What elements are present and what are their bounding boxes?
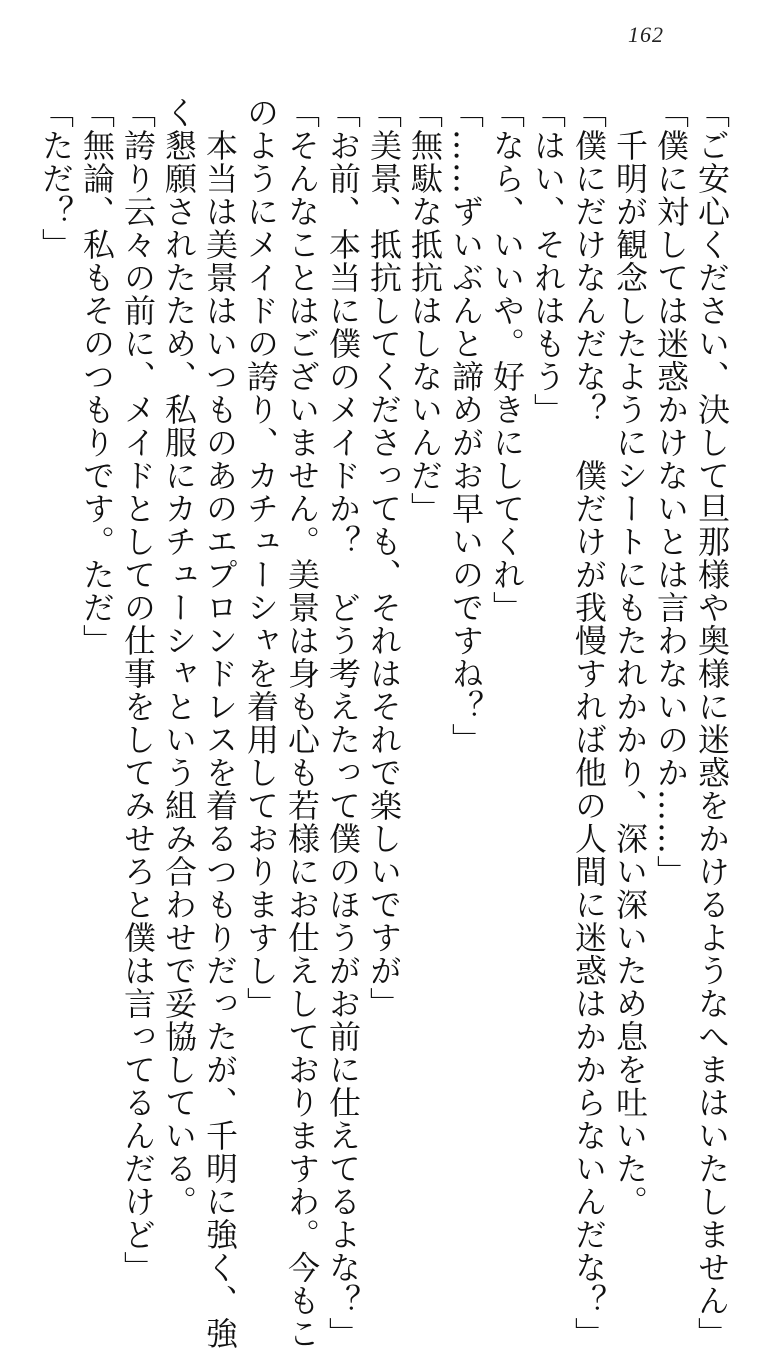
- text-line: 「ご安心ください、決して旦那様や奥様に迷惑をかけるようなへまはいたしません」: [693, 96, 731, 1350]
- text-line: 「なら、いいや。好きにしてくれ」: [488, 96, 526, 624]
- text-line: 「……ずいぶんと諦めがお早いのですね？」: [447, 96, 485, 756]
- text-line: 「無駄な抵抗はしないんだ」: [406, 96, 444, 525]
- text-line: 「お前、本当に僕のメイドか？ どう考えたって僕のほうがお前に仕えてるよな？」: [324, 96, 362, 1350]
- novel-text-body: [35, 96, 732, 1350]
- text-line: 「美景、抵抗してくださっても、それはそれで楽しいですが」: [365, 96, 403, 1020]
- text-line: のようにメイドの誇り、カチューシャを着用しておりますし」: [242, 96, 280, 1020]
- text-line: 「そんなことはございません。美景は身も心も若様にお仕えしておりますわ。今もこ: [283, 96, 321, 1350]
- text-line: く懇願されたため、私服にカチューシャという組み合わせで妥協している。: [160, 96, 198, 1218]
- text-line: 本当は美景はいつものあのエプロンドレスを着るつもりだったが、千明に強く、強: [201, 96, 239, 1350]
- text-line: 「僕にだけなんだな？ 僕だけが我慢すれば他の人間に迷惑はかからないんだな？」: [570, 96, 608, 1350]
- text-line: 「ただ？」: [37, 96, 75, 261]
- text-line: 「僕に対しては迷惑かけないとは言わないのか……」: [652, 96, 690, 888]
- page-number: 162: [628, 22, 664, 47]
- text-line: 「はい、それはもう」: [529, 96, 567, 426]
- text-line: 「無論、私もそのつもりです。ただ」: [78, 96, 116, 657]
- text-line: 「誇り云々の前に、メイドとしての仕事をしてみせろと僕は言ってるんだけど」: [119, 96, 157, 1284]
- text-line: 千明が観念したようにシートにもたれかかり、深い深いため息を吐いた。: [611, 96, 649, 1218]
